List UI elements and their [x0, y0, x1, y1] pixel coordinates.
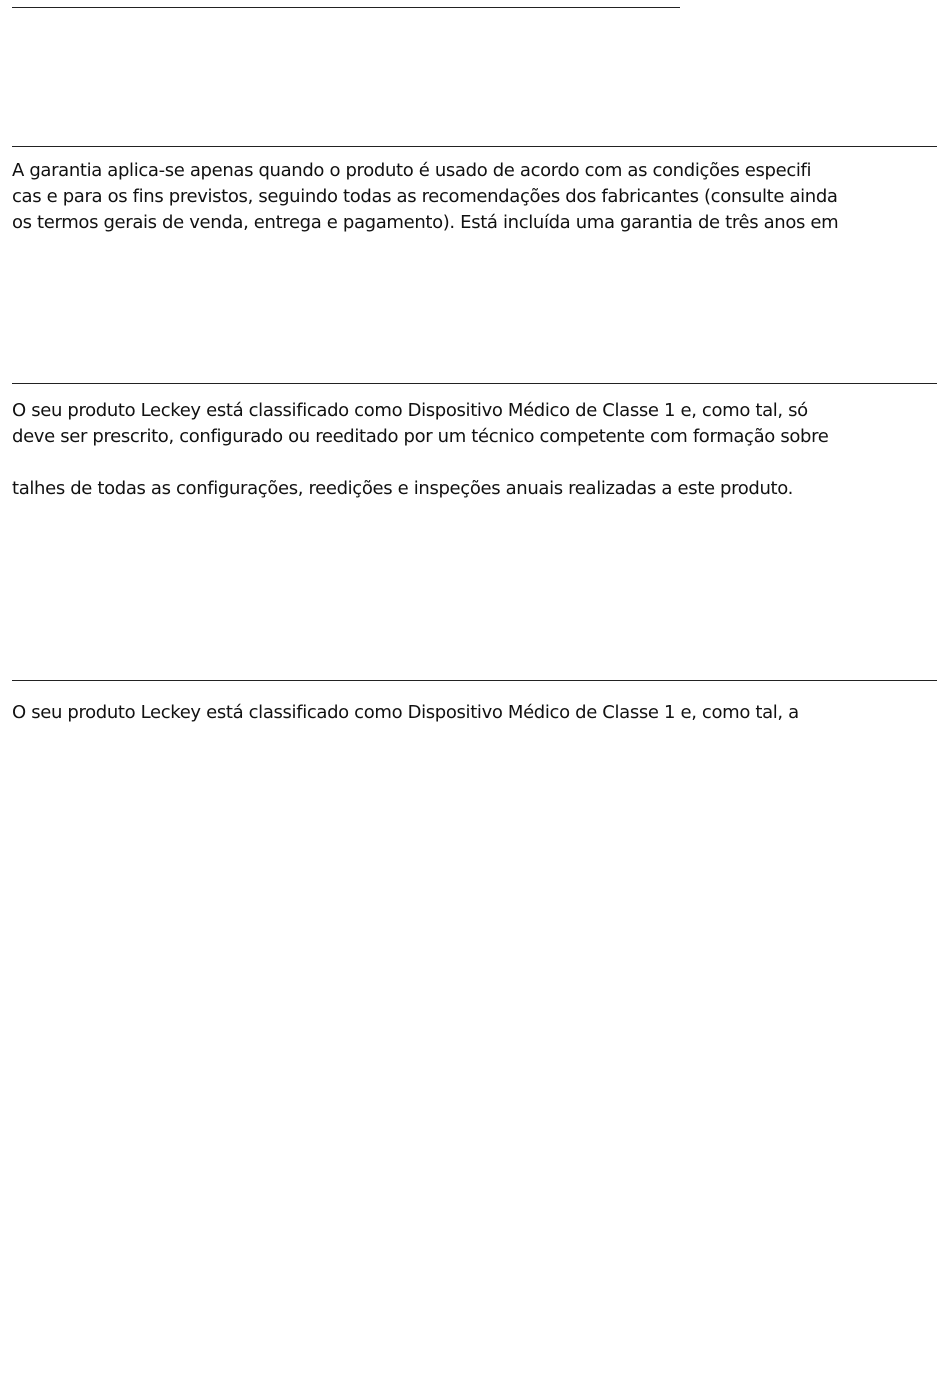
text-line: cas e para os fins previstos, seguindo todas as recomendações dos fabricantes (consulte ainda: [12, 186, 838, 207]
top-divider: [12, 7, 680, 8]
text-line: O seu produto Leckey está classificado como Dispositivo Médico de Classe 1 e, como tal, a: [12, 702, 799, 723]
text-line: O seu produto Leckey está classificado como Dispositivo Médico de Classe 1 e, como tal, só: [12, 400, 808, 421]
section-divider: [12, 680, 937, 681]
text-line: deve ser prescrito, configurado ou reeditado por um técnico competente com formação sobre: [12, 426, 829, 447]
text-line: A garantia aplica-se apenas quando o produto é usado de acordo com as condições especifi: [12, 160, 812, 181]
section-divider: [12, 383, 937, 384]
text-line: os termos gerais de venda, entrega e pagamento). Está incluída uma garantia de três anos em: [12, 212, 839, 233]
text-line: talhes de todas as configurações, reedições e inspeções anuais realizadas a este produto.: [12, 478, 793, 499]
section-divider: [12, 146, 937, 147]
